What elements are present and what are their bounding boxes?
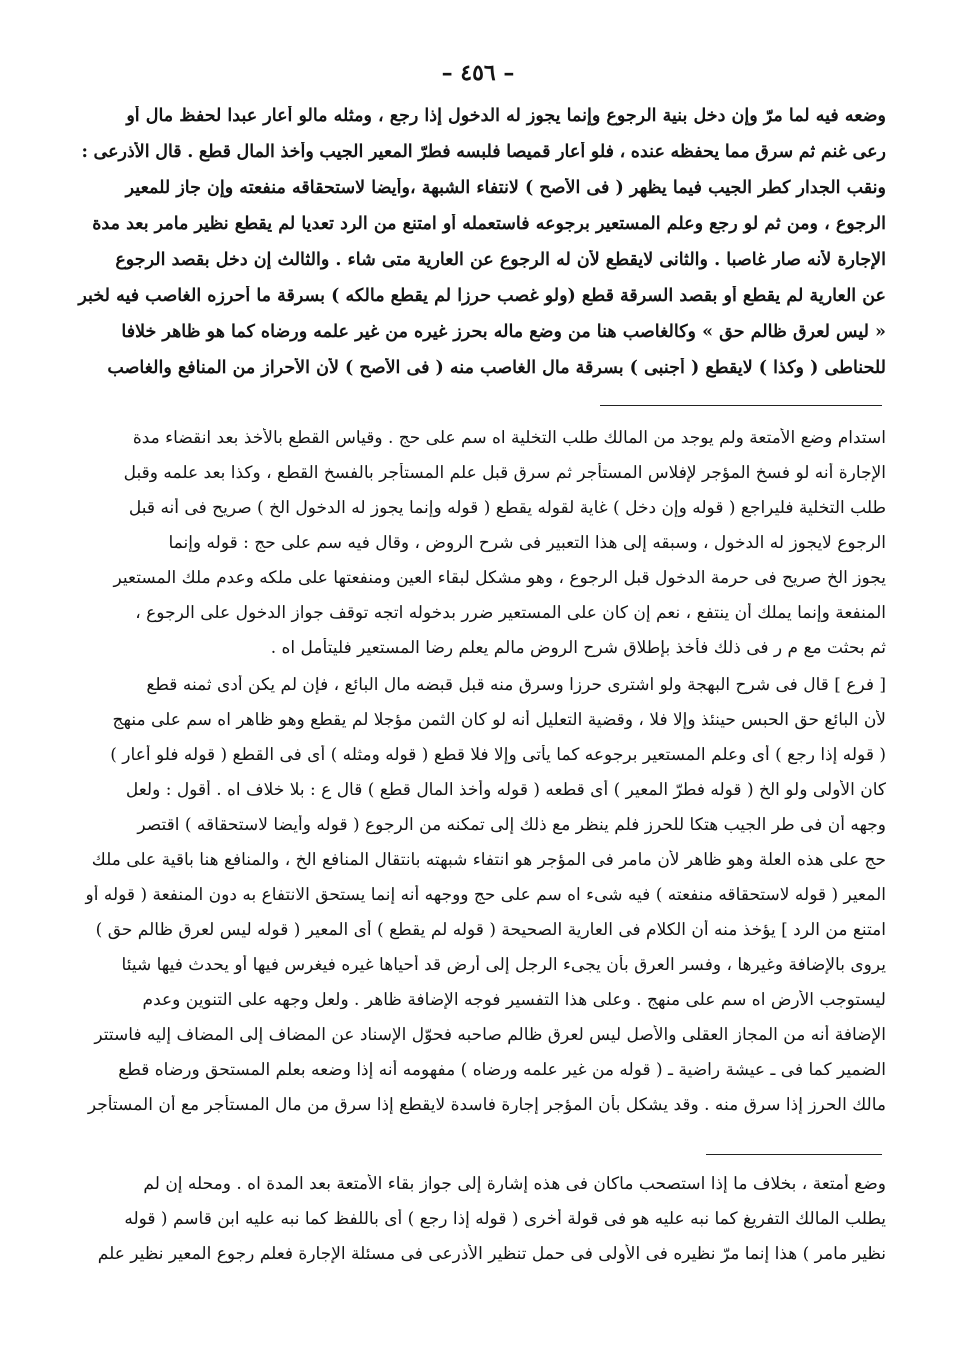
commentary-line: وجهه أن فى طر الجيب هتكا للحرز فلم ينظر مع ذلك إلى تمكنه من الرجوع ( قوله وأيضا لاستحقاقه ) اقتصر	[137, 815, 886, 835]
commentary-line: طلب التخلية فليراجع ( قوله وإن دخل ) غاية لقوله يقطع ( قوله وإنما يجوز له الدخول الخ ) صريح فى أنه قبل	[128, 498, 886, 518]
commentary-line: ليستوجب الأرض اه سم على منهج . وعلى هذا التفسير فوجه الإضافة ظاهر . ولعل وجهه على التنوين وعدم	[142, 990, 886, 1010]
divider-rule	[706, 1154, 882, 1155]
main-text-line: ونقب الجدار كطر الجيب فيما يظهر ( فى الأصح ) لانتفاء الشبهة ،وأيضا لاستحقاقه منفعته وإن جاز للمعير	[125, 178, 886, 198]
main-text-line: وضعه فيه لما مرّ وإن دخل بنية الرجوع وإنما يجوز له الدخول إذا رجع ، ومثله مالو أعار عبدا لحفظ مال أو	[126, 106, 886, 126]
page-number: – ٤٥٦ –	[441, 60, 515, 86]
commentary-line: استدام وضع الأمتعة ولم يوجد من المالك طلب التخلية اه سم على حج . وقياس القطع بالأخذ بعد انقضاء مدة	[132, 428, 886, 448]
divider-rule	[600, 405, 882, 406]
commentary-line: الضمير كما فى ـ عيشة راضية ـ ( قوله من غير علمه ورضاه ) مفهومه أنه إذا وضعه بعلم المستحق ورضاه قطع	[118, 1060, 886, 1080]
commentary-line: يروى بالإضافة وغيرها ، وفسر العرق بأن يجىء الرجل إلى أرض قد أحياها غيره فيغرس فيها أو يحدث فيها شيئا	[121, 955, 886, 975]
main-text	[76, 104, 886, 404]
commentary-line: المنفعة وإنما يملك أن ينتفع ، نعم إن كان على المستعير ضرر بدخوله اتجه توقف جواز الدخول على الرجوع ،	[135, 603, 886, 623]
main-text-line: رعى غنم ثم سرق مما يحفظه عنده ، فلو أعار قميصا فلبسه فطرّ المعير الجيب وأخذ المال قطع . قال الأذرعى :	[81, 142, 886, 162]
main-text-line: الإجارة لأنه صار غاصبا . والثانى لايقطع لأن له الرجوع عن العارية متى شاء . والثالث إن دخل بقصد الرجوع	[115, 250, 886, 270]
commentary-line: ( قوله إذا رجع ) أى وعلم المستعير برجوعه كما يأتى وإلا فلا قطع ( قوله ومثله ) أى فى القطع ( قوله فلو أعار )	[110, 745, 886, 765]
main-text-line: للحناطى ( وكذا ) لايقطع ( أجنبى ) بسرقة مال الغاصب منه ( فى الأصح ) لأن الأحراز من المنافع والغاصب	[107, 358, 886, 378]
footnote-line: وضع أمتعة ، بخلاف ما إذا استصحب ماكان فى هذه إشارة إلى جواز بقاء الأمتعة بعد المدة اه . ومحله إن لم	[143, 1174, 886, 1194]
commentary-line: لأن البائع حق الحبس حينئذ وإلا فلا ، وقضية التعليل أنه لو كان الثمن مؤجلا لم يقطع وهو ظاهر اه سم على منهج	[112, 710, 886, 730]
commentary-line: مالك الحرز إذا سرق منه . وقد يشكل بأن المؤجر إجارة فاسدة لايقطع إذا سرق من مال المستأجر مع أن المستأجر	[87, 1095, 886, 1115]
commentary-line: ثم بحثت مع م ر فى ذلك فأخذ بإطلاق شرح الروض مالم يعلم رضا المستعير فليتأمل اه .	[270, 638, 886, 658]
commentary-line: الرجوع لايجوز له الدخول ، وسبقه إلى هذا التعبير فى شرح الروض ، وقال فيه سم على حج : قوله وإنما	[168, 533, 886, 553]
main-text-line: « ليس لعرق ظالم حق » وكالغاصب هنا من وضع ماله بحرز غيره من غير علمه ورضاه كما هو ظاهر خلافا	[121, 322, 886, 342]
footnote-line: نظير مامر ) هذا إنما مرّ نظيره فى الأولى فى حمل تنظير الأذرعى فى مسئلة الإجارة فعلم رجوع المعير نظير علم	[97, 1244, 886, 1264]
main-text-line: عن العارية لم يقطع أو بقصد السرقة قطع (ولو غصب حرزا لم يقطع مالكه ) بسرقة ما أحرزه الغاصب فيه لخبر	[78, 286, 886, 306]
commentary-line: المعير ( قوله لاستحقاقه منفعته ) فيه شىء اه سم على حج ووجهه أنه إنما يستحق الانتفاع به دون المنفعة ( قوله أو	[85, 885, 886, 905]
commentary-line: يجوز الخ صريح فى حرمة الدخول قبل الرجوع ، وهو مشكل لبقاء العين ومنفعتها على ملكه وعدم ملك المستعير	[113, 568, 886, 588]
commentary-line: امتنع من الرد ] يؤخذ منه أن الكلام فى العارية الصحيحة ( قوله لم يقطع ) أى المعير ( قوله ليس لعرق ظالم حق )	[95, 920, 886, 940]
commentary-line: كان الأولى ولو الخ ( قوله فطرّ المعير ) أى قطعه ( قوله وأخذ المال قطع ) قال ع : بلا خلاف اه . أقول : ولعل	[125, 780, 886, 800]
footnote-line: يطلب المالك التفريغ كما نبه عليه هو فى قولة أخرى ( قوله إذا رجع ) أى باللفظ كما نبه عليه ابن قاسم ( قوله	[124, 1209, 886, 1229]
commentary-line: حج على هذه العلة وهو ظاهر لأن مامر فى المؤجر هو انتفاء شبهته بانتقال المنافع الخ ، والمنافع هنا باقية على ملك	[91, 850, 886, 870]
commentary-line: [ فرع ] قال فى شرح البهجة ولو اشترى حرزا وسرق منه قبل قبضه مال البائع ، فإن لم يكن أدى ثمنه قطع	[146, 675, 886, 695]
commentary-text	[76, 424, 886, 1144]
commentary-line: الإجارة أنه لو فسخ المؤجر لإفلاس المستأجر ثم سرق قبل علم المستأجر بالفسخ القطع ، وكذا بعد علمه وقبل	[123, 463, 886, 483]
main-text-line: الرجوع ، ومن ثم لو رجع وعلم المستعير برجوعه فاستعمله أو امتنع من الرد تعديا لم يقطع نظير مامر بعد مدة	[92, 214, 886, 234]
commentary-line: الإضافة أنه من المجاز العقلى والأصل ليس لعرق ظالم صاحبه فحوّل الإسناد عن المضاف إلى المضاف إليه فاستتر	[94, 1025, 886, 1045]
footnote-text	[76, 1170, 886, 1280]
